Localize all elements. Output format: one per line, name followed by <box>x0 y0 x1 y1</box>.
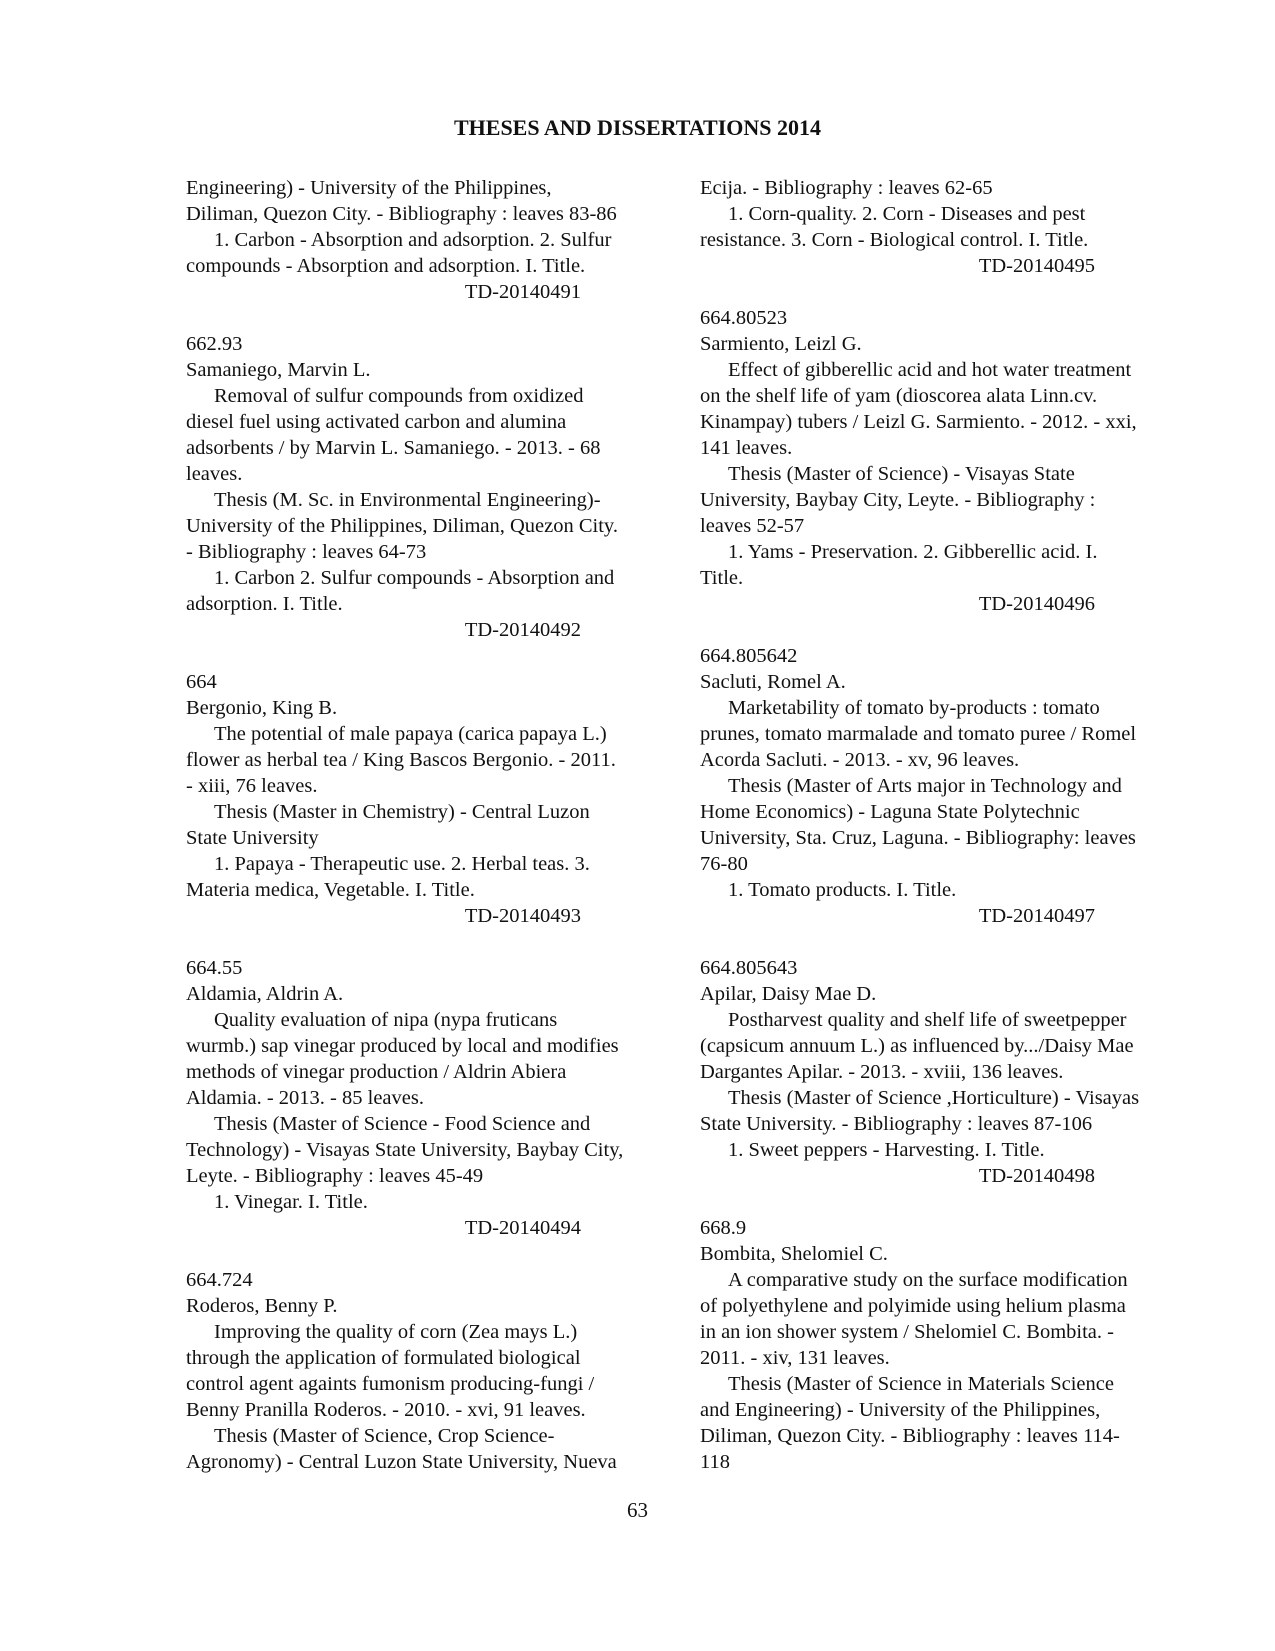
entry-spacer <box>700 617 1175 643</box>
entry-line: through the application of formulated biological <box>186 1347 581 1369</box>
entry-line: in an ion shower system / Shelomiel C. Bombita. - <box>700 1321 1114 1343</box>
entry-line: 1. Vinegar. I. Title. <box>214 1191 368 1213</box>
entry-line: Benny Pranilla Roderos. - 2010. - xvi, 91 leaves. <box>186 1399 586 1421</box>
entry-line: 668.9 <box>700 1217 747 1239</box>
entry-line: 664.724 <box>186 1269 253 1291</box>
page-number: 63 <box>627 1498 648 1522</box>
entry-line: 662.93 <box>186 333 243 355</box>
entry-line: Dargantes Apilar. - 2013. - xviii, 136 leaves. <box>700 1061 1064 1083</box>
entry-line: Bergonio, King B. <box>186 697 338 719</box>
record-id: TD-20140493 <box>464 905 581 927</box>
entry-line: University, Sta. Cruz, Laguna. - Bibliography: leaves <box>700 827 1136 849</box>
entry-spacer <box>700 279 1175 305</box>
entry-line: Postharvest quality and shelf life of sweetpepper <box>728 1009 1127 1031</box>
entry-line: adsorbents / by Marvin L. Samaniego. - 2013. - 68 <box>186 437 601 459</box>
entry-line: - Bibliography : leaves 64-73 <box>186 541 427 563</box>
entry-line: Agronomy) - Central Luzon State University, Nueva <box>186 1451 617 1473</box>
entry-line: 118 <box>700 1451 730 1473</box>
entry-line: Sacluti, Romel A. <box>700 671 846 693</box>
entry-line: 1. Carbon - Absorption and adsorption. 2. Sulfur <box>214 229 612 251</box>
entry-line: Removal of sulfur compounds from oxidized <box>214 385 584 407</box>
entry-spacer <box>186 305 661 331</box>
entry-line: methods of vinegar production / Aldrin Abiera <box>186 1061 567 1083</box>
entry-line: Leyte. - Bibliography : leaves 45-49 <box>186 1165 484 1187</box>
entry-line: Quality evaluation of nipa (nypa fruticans <box>214 1009 558 1031</box>
entry-line: control agent againts fumonism producing-fungi / <box>186 1373 595 1395</box>
entry-line: A comparative study on the surface modification <box>728 1269 1128 1291</box>
entry-line: 664 <box>186 671 217 693</box>
record-id: TD-20140498 <box>978 1165 1095 1187</box>
entry-line: 1. Sweet peppers - Harvesting. I. Title. <box>728 1139 1045 1161</box>
entry-line: - xiii, 76 leaves. <box>186 775 318 797</box>
entry-line: 76-80 <box>700 853 748 875</box>
entry-line: Thesis (Master of Science, Crop Science- <box>214 1425 555 1447</box>
entry-line: Thesis (Master in Chemistry) - Central Luzon <box>214 801 590 823</box>
entry-line: compounds - Absorption and adsorption. I. Title. <box>186 255 586 277</box>
entry-line: Kinampay) tubers / Leizl G. Sarmiento. - 2012. - xxi, <box>700 411 1137 433</box>
entry-line: 664.805642 <box>700 645 798 667</box>
entry-line: adsorption. I. Title. <box>186 593 343 615</box>
entry-line: Ecija. - Bibliography : leaves 62-65 <box>700 177 993 199</box>
entry-line: Thesis (Master of Science in Materials Science <box>728 1373 1114 1395</box>
entry-line: Thesis (Master of Science - Food Science and <box>214 1113 591 1135</box>
entry-line: Samaniego, Marvin L. <box>186 359 371 381</box>
entry-line: 664.805643 <box>700 957 798 979</box>
entry-line: and Engineering) - University of the Philippines, <box>700 1399 1101 1421</box>
entry-line: diesel fuel using activated carbon and alumina <box>186 411 567 433</box>
entry-line: State University. - Bibliography : leaves 87-106 <box>700 1113 1093 1135</box>
entry-line: Engineering) - University of the Philippines, <box>186 177 552 199</box>
entry-line: Materia medica, Vegetable. I. Title. <box>186 879 475 901</box>
entry-line: 1. Tomato products. I. Title. <box>728 879 957 901</box>
entry-line: Aldamia, Aldrin A. <box>186 983 344 1005</box>
entry-line: University, Baybay City, Leyte. - Bibliography : <box>700 489 1096 511</box>
entry-line: (capsicum annuum L.) as influenced by.../Daisy Mae <box>700 1035 1134 1057</box>
entry-line: 1. Corn-quality. 2. Corn - Diseases and pest <box>728 203 1086 225</box>
entry-line: Home Economics) - Laguna State Polytechnic <box>700 801 1080 823</box>
entry-line: Thesis (Master of Arts major in Technology and <box>728 775 1122 797</box>
entry-line: University of the Philippines, Diliman, Quezon City. <box>186 515 618 537</box>
entry-line: Thesis (Master of Science ,Horticulture) - Visayas <box>728 1087 1140 1109</box>
entry-spacer <box>700 929 1175 955</box>
entry-line: Improving the quality of corn (Zea mays L.) <box>214 1321 578 1343</box>
record-id: TD-20140491 <box>464 281 581 303</box>
left-column <box>186 175 661 1475</box>
record-id: TD-20140497 <box>978 905 1095 927</box>
entry-line: Sarmiento, Leizl G. <box>700 333 862 355</box>
entry-line: Thesis (Master of Science) - Visayas State <box>728 463 1075 485</box>
entry-spacer <box>186 1241 661 1267</box>
entry-line: Acorda Sacluti. - 2013. - xv, 96 leaves. <box>700 749 1020 771</box>
entry-spacer <box>700 1189 1175 1215</box>
entry-line: Effect of gibberellic acid and hot water treatment <box>728 359 1132 381</box>
entry-spacer <box>186 643 661 669</box>
entry-line: 2011. - xiv, 131 leaves. <box>700 1347 890 1369</box>
entry-line: 1. Papaya - Therapeutic use. 2. Herbal teas. 3. <box>214 853 590 875</box>
entry-line: prunes, tomato marmalade and tomato puree / Romel <box>700 723 1137 745</box>
entry-line: Bombita, Shelomiel C. <box>700 1243 888 1265</box>
entry-line: Title. <box>700 567 744 589</box>
page-title: THESES AND DISSERTATIONS 2014 <box>453 115 822 140</box>
record-id: TD-20140494 <box>464 1217 581 1239</box>
entry-line: Technology) - Visayas State University, Baybay City, <box>186 1139 624 1161</box>
entry-line: Diliman, Quezon City. - Bibliography : leaves 83-86 <box>186 203 617 225</box>
entry-line: 1. Yams - Preservation. 2. Gibberellic acid. I. <box>728 541 1098 563</box>
entry-line: 664.80523 <box>700 307 788 329</box>
record-id: TD-20140492 <box>464 619 581 641</box>
right-column <box>700 175 1175 1475</box>
record-id: TD-20140495 <box>978 255 1095 277</box>
entry-line: resistance. 3. Corn - Biological control. I. Title. <box>700 229 1089 251</box>
entry-spacer <box>186 929 661 955</box>
entry-line: leaves 52-57 <box>700 515 805 537</box>
entry-line: Roderos, Benny P. <box>186 1295 338 1317</box>
entry-line: leaves. <box>186 463 243 485</box>
entry-line: Aldamia. - 2013. - 85 leaves. <box>186 1087 424 1109</box>
entry-line: Thesis (M. Sc. in Environmental Engineering)- <box>214 489 601 511</box>
entry-line: wurmb.) sap vinegar produced by local and modifies <box>186 1035 619 1057</box>
entry-line: of polyethylene and polyimide using helium plasma <box>700 1295 1126 1317</box>
entry-line: The potential of male papaya (carica papaya L.) <box>214 723 607 745</box>
entry-line: 1. Carbon 2. Sulfur compounds - Absorption and <box>214 567 615 589</box>
entry-line: flower as herbal tea / King Bascos Bergonio. - 2011. <box>186 749 616 771</box>
entry-line: Diliman, Quezon City. - Bibliography : leaves 114- <box>700 1425 1120 1447</box>
entry-line: State University <box>186 827 319 849</box>
record-id: TD-20140496 <box>978 593 1095 615</box>
entry-line: 664.55 <box>186 957 243 979</box>
entry-line: Marketability of tomato by-products : tomato <box>728 697 1100 719</box>
entry-line: Apilar, Daisy Mae D. <box>700 983 877 1005</box>
entry-line: on the shelf life of yam (dioscorea alata Linn.cv. <box>700 385 1098 407</box>
entry-line: 141 leaves. <box>700 437 793 459</box>
